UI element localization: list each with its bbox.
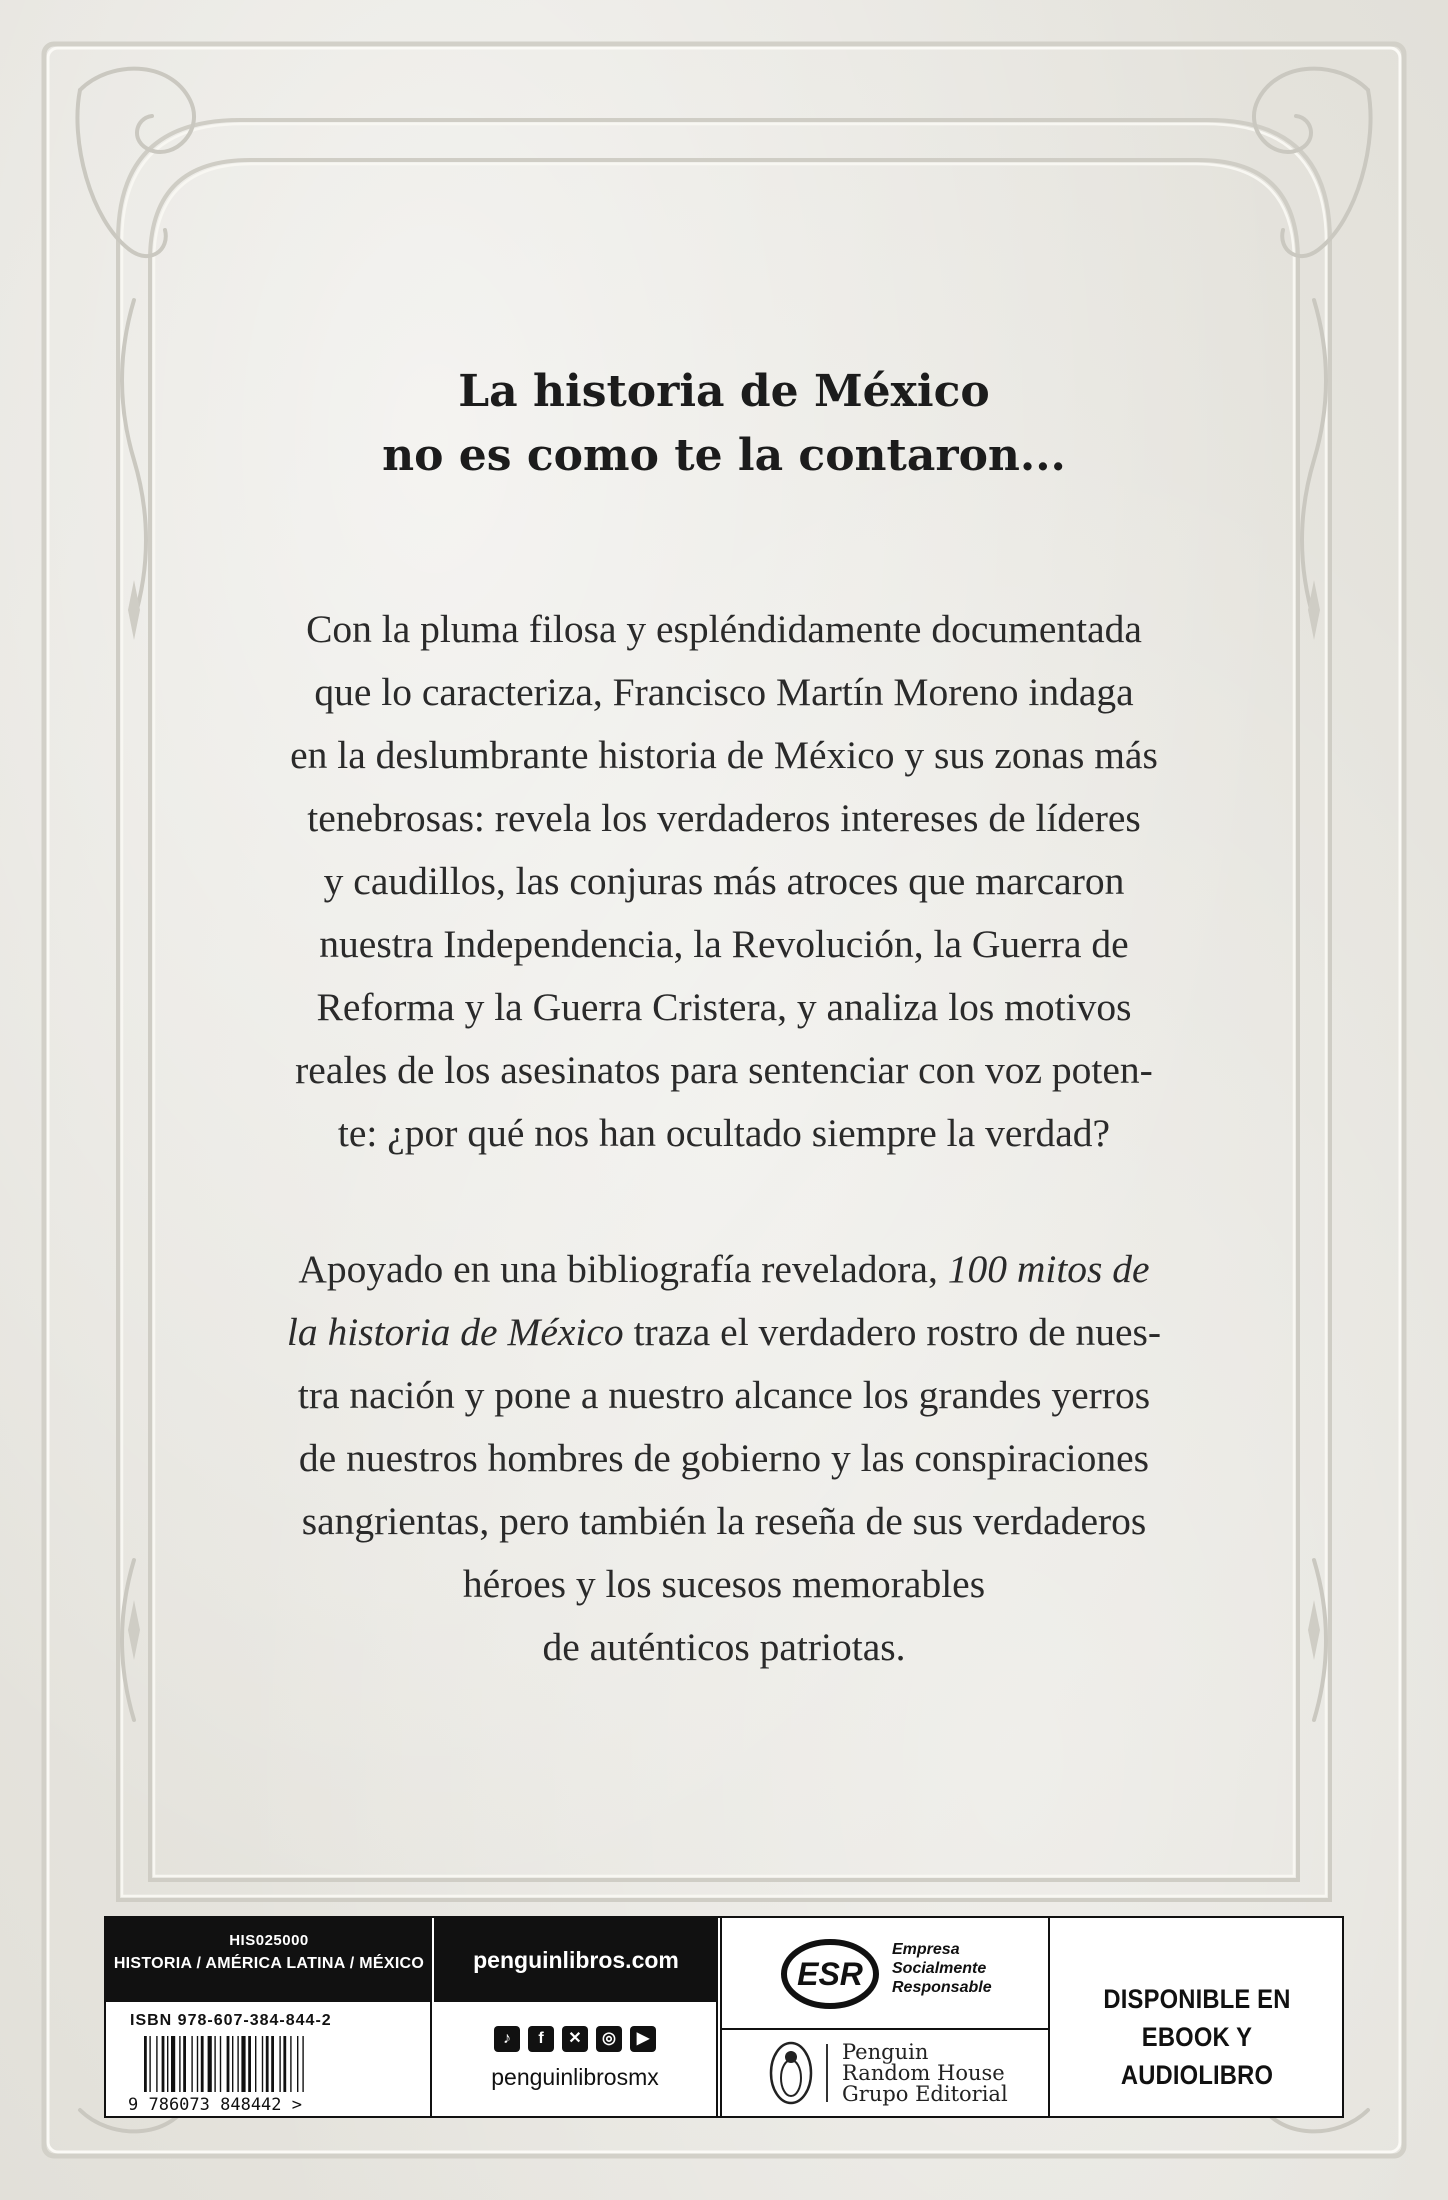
paragraph-line: que lo caracteriza, Francisco Martín Moreno indaga [314, 670, 1134, 714]
headline-block [200, 360, 1248, 488]
barcode-bar [191, 2036, 192, 2092]
barcode-bar [290, 2036, 291, 2092]
availability-line-2: EBOOK Y AUDIOLIBRO [1120, 2022, 1274, 2090]
website-box [434, 1918, 718, 2002]
barcode-bar [208, 2036, 212, 2092]
barcode-bar [262, 2036, 263, 2092]
barcode-bar [241, 2036, 245, 2092]
availability-line-1: DISPONIBLE EN [1103, 1984, 1291, 2014]
esr-text [892, 1940, 992, 1997]
barcode-bar [167, 2036, 168, 2092]
barcode-digits: 9 786073 848442 > [128, 2095, 302, 2112]
availability-box [1050, 1918, 1344, 2116]
barcode-bar [201, 2036, 204, 2092]
barcode-bar [297, 2036, 298, 2092]
paragraph-line: de nuestros hombres de gobierno y las conspiraciones [298, 1436, 1150, 1480]
x-icon[interactable]: ✕ [562, 2026, 588, 2052]
barcode-bar [183, 2036, 186, 2092]
paragraph-line: en la deslumbrante historia de México y sus zonas más [290, 733, 1158, 777]
prh-wordmark [842, 2042, 1008, 2105]
barcode-bar [179, 2036, 180, 2092]
barcode-bar [227, 2036, 230, 2092]
paragraph-line: te: ¿por qué nos han ocultado siempre la verdad? [337, 1111, 1111, 1155]
headline-line-2: no es como te la contaron... [382, 430, 1066, 481]
social-box [434, 2002, 718, 2116]
tiktok-icon[interactable]: ♪ [494, 2026, 520, 2052]
paragraph-line: reales de los asesinatos para sentenciar con voz poten- [295, 1048, 1153, 1092]
barcode-bar [162, 2036, 165, 2092]
esr-logo-icon [780, 1936, 884, 2012]
penguin-logo-icon [768, 2040, 814, 2106]
paragraph-line: Con la pluma filosa y espléndidamente documentada [306, 607, 1142, 651]
barcode-bar [232, 2036, 233, 2092]
esr-line: Responsable [892, 1979, 992, 1996]
barcode-bar [283, 2036, 286, 2092]
book-title-italic: 100 mitos de [947, 1247, 1150, 1291]
bisac-category: HISTORIA / AMÉRICA LATINA / MÉXICO [113, 1955, 425, 1972]
barcode-bar [171, 2036, 175, 2092]
instagram-icon[interactable]: ◎ [596, 2026, 622, 2052]
paragraph-line: tenebrosas: revela los verdaderos intereses de líderes [307, 796, 1141, 840]
barcode-bar [266, 2036, 269, 2092]
barcode-icon [126, 2036, 416, 2112]
paragraph-line: de auténticos patriotas. [542, 1625, 906, 1669]
synopsis-paragraph-1 [200, 598, 1248, 1165]
esr-logo-text: ESR [797, 1956, 863, 1992]
prh-line: Grupo Editorial [842, 2082, 1008, 2106]
book-title-italic: la historia de México [286, 1310, 624, 1354]
barcode-bar [214, 2036, 215, 2092]
barcode-bar [144, 2036, 147, 2092]
barcode-bar [149, 2036, 150, 2092]
paragraph-line: héroes y los sucesos memorables [462, 1562, 986, 1606]
barcode-bar [156, 2036, 157, 2092]
social-handle[interactable]: penguinlibrosmx [491, 2064, 659, 2090]
isbn-barcode-box [106, 2002, 432, 2116]
prh-box [720, 2030, 1050, 2116]
paragraph-line [200, 1238, 1248, 1301]
esr-line: Socialmente [892, 1960, 987, 1977]
headline-line-1: La historia de México [458, 366, 990, 417]
bisac-code: HIS025000 [229, 1932, 309, 1949]
bisac-box [106, 1918, 432, 2002]
paragraph-text: Apoyado en una bibliografía reveladora, [298, 1247, 948, 1291]
social-icons [434, 2026, 716, 2052]
isbn-label: ISBN 978-607-384-844-2 [130, 2012, 332, 2029]
esr-line: Empresa [892, 1941, 960, 1958]
barcode-bar [220, 2036, 221, 2092]
paragraph-line: nuestra Independencia, la Revolución, la Guerra de [319, 922, 1129, 966]
barcode-bar [237, 2036, 238, 2092]
headline [200, 360, 1248, 488]
paragraph-line [200, 1301, 1248, 1364]
prh-divider [826, 2044, 828, 2102]
paragraph-line: y caudillos, las conjuras más atroces que marcaron [323, 859, 1125, 903]
esr-box [720, 1918, 1050, 2030]
synopsis-paragraph-2 [200, 1238, 1248, 1679]
paragraph-line: sangrientas, pero también la reseña de sus verdaderos [301, 1499, 1147, 1543]
barcode-bar [279, 2036, 280, 2092]
barcode-bar [302, 2036, 303, 2092]
facebook-icon[interactable]: f [528, 2026, 554, 2052]
prh-line: Random House [842, 2061, 1005, 2085]
barcode-bar [248, 2036, 251, 2092]
barcode-bar [255, 2036, 256, 2092]
paragraph-line: tra nación y pone a nuestro alcance los grandes yerros [297, 1373, 1151, 1417]
publisher-info-panel [104, 1916, 1344, 2118]
website-link[interactable]: penguinlibros.com [473, 1947, 679, 1973]
paragraph-line: Reforma y la Guerra Cristera, y analiza los motivos [316, 985, 1132, 1029]
paragraph-text: traza el verdadero rostro de nues- [623, 1310, 1162, 1354]
barcode-bar [271, 2036, 274, 2092]
prh-line: Penguin [842, 2040, 929, 2064]
youtube-icon[interactable]: ▶ [630, 2026, 656, 2052]
barcode-bar [197, 2036, 198, 2092]
